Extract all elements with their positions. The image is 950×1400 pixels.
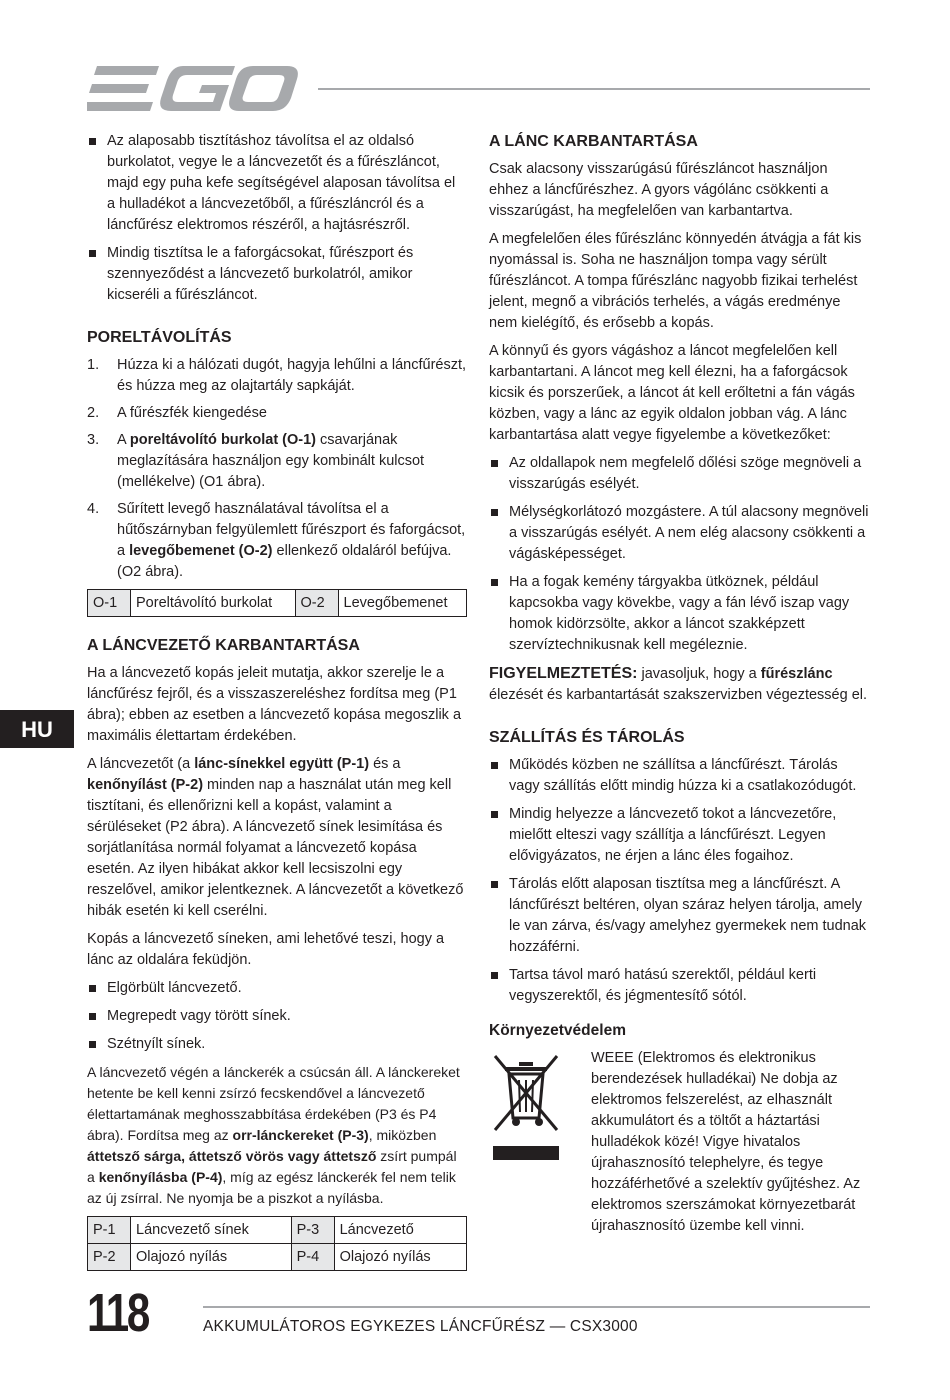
paragraph: A láncvezetőt (a lánc-sínekkel együtt (P-1) és a kenőnyílást (P-2) minden nap a használat után meg kell tisztítani, és ellenőrizni kell a kopást, valamint a sérüléseket (P2 ábra). A láncvezető sínek lesimítása és sorjátlanítása normál folyamat a láncvezető kopása esetén. Az ilyen hibákat akkor kell lecsiszolni egy reszelővel, amikor jelentkeznek. A láncvezetőt a következő hibák esetén ki kell cserélni. <box>87 756 464 919</box>
legend-label: Olajozó nyílás <box>131 1244 292 1271</box>
legend-code: P-2 <box>88 1244 131 1271</box>
dust-removal-heading: PORELTÁVOLÍTÁS <box>87 329 232 346</box>
left-column <box>87 131 467 1271</box>
list-item: Mindig helyezze a láncvezető tokot a láncvezetőre, mielőtt elteszi vagy szállítja a láncfűrészt. Legyen elővigyázatos, ne érjen a lánc éles fogaihoz. <box>489 804 871 867</box>
dust-legend-table <box>87 589 467 617</box>
weee-text: WEEE (Elektromos és elektronikus berendezések hulladékai) Ne dobja az elektromos felszerelést, az elhasznált akkumulátort és a töltőt a háztartási hulladékok közé! Vigye hivatalos újrahasznosító telephelyre, és tegye hozzáférhetővé a szelektív gyűjtéshez. Az elektromos szerszámokat környezetbarát újrahasznosító üzembe kell vinni. <box>591 1050 861 1234</box>
legend-label: Olajozó nyílás <box>334 1244 466 1271</box>
legend-label: Poreltávolító burkolat <box>131 590 296 617</box>
transport-bullet-list <box>489 755 871 1007</box>
list-item: 3. A poreltávolító burkolat (O-1) csavarjának meglazítására használjon egy kombinált kulcsot (mellékelve) (O1 ábra). <box>87 432 425 490</box>
footer-title: AKKUMULÁTOROS EGYKEZES LÁNCFŰRÉSZ — CSX3000 <box>203 1318 638 1335</box>
warning-paragraph: FIGYELMEZTETÉS: javasoljuk, hogy a fűrészlánc élezését és karbantartását szakszervizben végeztesség el. <box>489 665 868 703</box>
guide-legend-table <box>87 1216 467 1271</box>
dust-removal-steps <box>87 355 467 583</box>
page-number: 118 <box>87 1283 148 1343</box>
defect-bullet-list <box>87 978 467 1055</box>
header-rule <box>318 88 870 90</box>
paragraph: A láncvezető végén a lánckerék a csúcsán áll. A lánckereket hetente be kell kenni zsírzó fecskendővel a láncvezető élettartamának meghosszabbítása érdekében (P3 és P4 ábra). Fordítsa meg az orr-lánckereket (P-3), miközben áttetsző sárga, áttetsző vörös vagy áttetsző zsírt pumpál a kenőnyílásba (P-4), míg az egész lánckerék fel nem telik az új zsírral. Ne nyomja be a piszkot a nyílásba. <box>87 1064 460 1206</box>
environment-heading: Környezetvédelem <box>489 1022 626 1039</box>
guide-bar-maintenance-heading: A LÁNCVEZETŐ KARBANTARTÁSA <box>87 637 360 654</box>
list-item: Az alaposabb tisztításhoz távolítsa el az oldalsó burkolatot, vegye le a láncvezetőt és a fűrészláncot, majd egy puha kefe segítségével alaposan távolítsa el a hulladékot a láncvezetőből, a fűrészláncról és a láncfűrész elektromos részéről, a hajtásrészről. <box>87 131 467 236</box>
list-item: 1. Húzza ki a hálózati dugót, hagyja lehűlni a láncfűrészt, és húzza meg az olajtartály sapkáját. <box>87 357 467 394</box>
list-item: Az oldallapok nem megfelelő dőlési szöge megnöveli a visszarúgás esélyét. <box>489 453 871 495</box>
language-tab <box>0 710 74 748</box>
cleaning-bullet-list <box>87 131 467 306</box>
legend-code: P-1 <box>88 1217 131 1244</box>
list-item: Szétnyílt sínek. <box>87 1034 467 1055</box>
list-item: Elgörbült láncvezető. <box>87 978 467 999</box>
right-column <box>489 131 871 1237</box>
legend-label: Láncvezető <box>334 1217 466 1244</box>
list-item: Mélységkorlátozó mozgástere. A túl alacsony megnöveli a visszarúgás esélyét. A nem elég alacsony csökkenti a vágásképességet. <box>489 502 871 565</box>
table-row <box>88 590 467 617</box>
table-row <box>88 1244 467 1271</box>
legend-label: Levegőbemenet <box>338 590 467 617</box>
list-item: Mindig tisztítsa le a faforgácsokat, fűrészport és szennyeződést a láncvezető burkolatról, amikor kicseréli a fűrészláncot. <box>87 243 467 306</box>
legend-label: Láncvezető sínek <box>131 1217 292 1244</box>
ego-logo-graphic <box>87 64 299 114</box>
paragraph: A megfelelően éles fűrészlánc könnyedén átvágja a fát kis nyomással is. Soha ne használjon tompa vagy sérült fűrészláncot. A tompa fűrészlánc nagyobb fizikai terhelést jelent, megnő a vibrációs terhelés, a vágás eredménye nem kielégítő, és erősebb a kopás. <box>489 231 862 331</box>
footer-rule <box>203 1306 870 1308</box>
list-item: Megrepedt vagy törött sínek. <box>87 1006 467 1027</box>
list-item: 2. A fűrészfék kiengedése <box>87 405 267 421</box>
language-tab-label: HU <box>21 716 53 742</box>
list-item: Tartsa távol maró hatású szerektől, például kerti vegyszerektől, és jégmentesítő sótól. <box>489 965 871 1007</box>
paragraph: Csak alacsony visszarúgású fűrészláncot használjon ehhez a láncfűrészhez. A gyors vágólánc csökkenti a visszarúgást, ha megfelelően van karbantartva. <box>489 161 829 219</box>
legend-code: P-3 <box>291 1217 334 1244</box>
legend-code: O-2 <box>295 590 338 617</box>
paragraph: A könnyű és gyors vágáshoz a láncot megfelelően kell karbantartani. A láncot meg kell élezni, ha a faforgácsok kicsik és porszerűek, a láncot át kell erőltetni a fán vágás közben, vagy a lánc az egyik oldalon jobban vág. A lánc karbantartása alatt vegye figyelembe a következőket: <box>489 343 855 443</box>
warning-label: FIGYELMEZTETÉS: <box>489 665 638 682</box>
list-item: Tárolás előtt alaposan tisztítsa meg a láncfűrészt. A láncfűrészt beltéren, olyan száraz helyen tárolja, amely le van zárva, és/vagy amelyhez gyermekek nem tudnak hozzáférni. <box>489 874 871 958</box>
list-item: 4. Sűrített levegő használatával távolítsa el a hűtőszárnyban felgyülemlett fűrészport és faforgácsot, a levegőbemenet (O-2) ellenkező oldaláról befújva. (O2 ábra). <box>87 501 466 580</box>
paragraph: Ha a láncvezető kopás jeleit mutatja, akkor szerelje le a láncfűrész fejről, és a visszaszereléshez fordítsa meg (P1 ábra); ebben az esetben a láncvezető kopása megoszlik a maximális élettartam érdekében. <box>87 665 462 744</box>
legend-code: O-1 <box>88 590 131 617</box>
environment-block <box>489 1048 871 1237</box>
chain-bullet-list <box>489 453 871 656</box>
transport-storage-heading: SZÁLLÍTÁS ÉS TÁROLÁS <box>489 729 685 746</box>
list-item: Működés közben ne szállítsa a láncfűrészt. Tárolás vagy szállítás előtt mindig húzza ki a csatlakozódugót. <box>489 755 871 797</box>
list-item: Ha a fogak kemény tárgyakba ütköznek, például kapcsokba vagy kövekbe, vagy a fán lévő iszap vagy homok kidörzsölte, akkor a láncot szakképzett szervíztechnikusnak kell megéleznie. <box>489 572 871 656</box>
table-row <box>88 1217 467 1244</box>
legend-code: P-4 <box>291 1244 334 1271</box>
ego-logo <box>87 64 299 114</box>
chain-maintenance-heading: A LÁNC KARBANTARTÁSA <box>489 133 698 150</box>
paragraph: Kopás a láncvezető síneken, ami lehetővé teszi, hogy a lánc az oldalára feküdjön. <box>87 931 445 968</box>
weee-crossed-bin-icon <box>489 1048 591 1169</box>
